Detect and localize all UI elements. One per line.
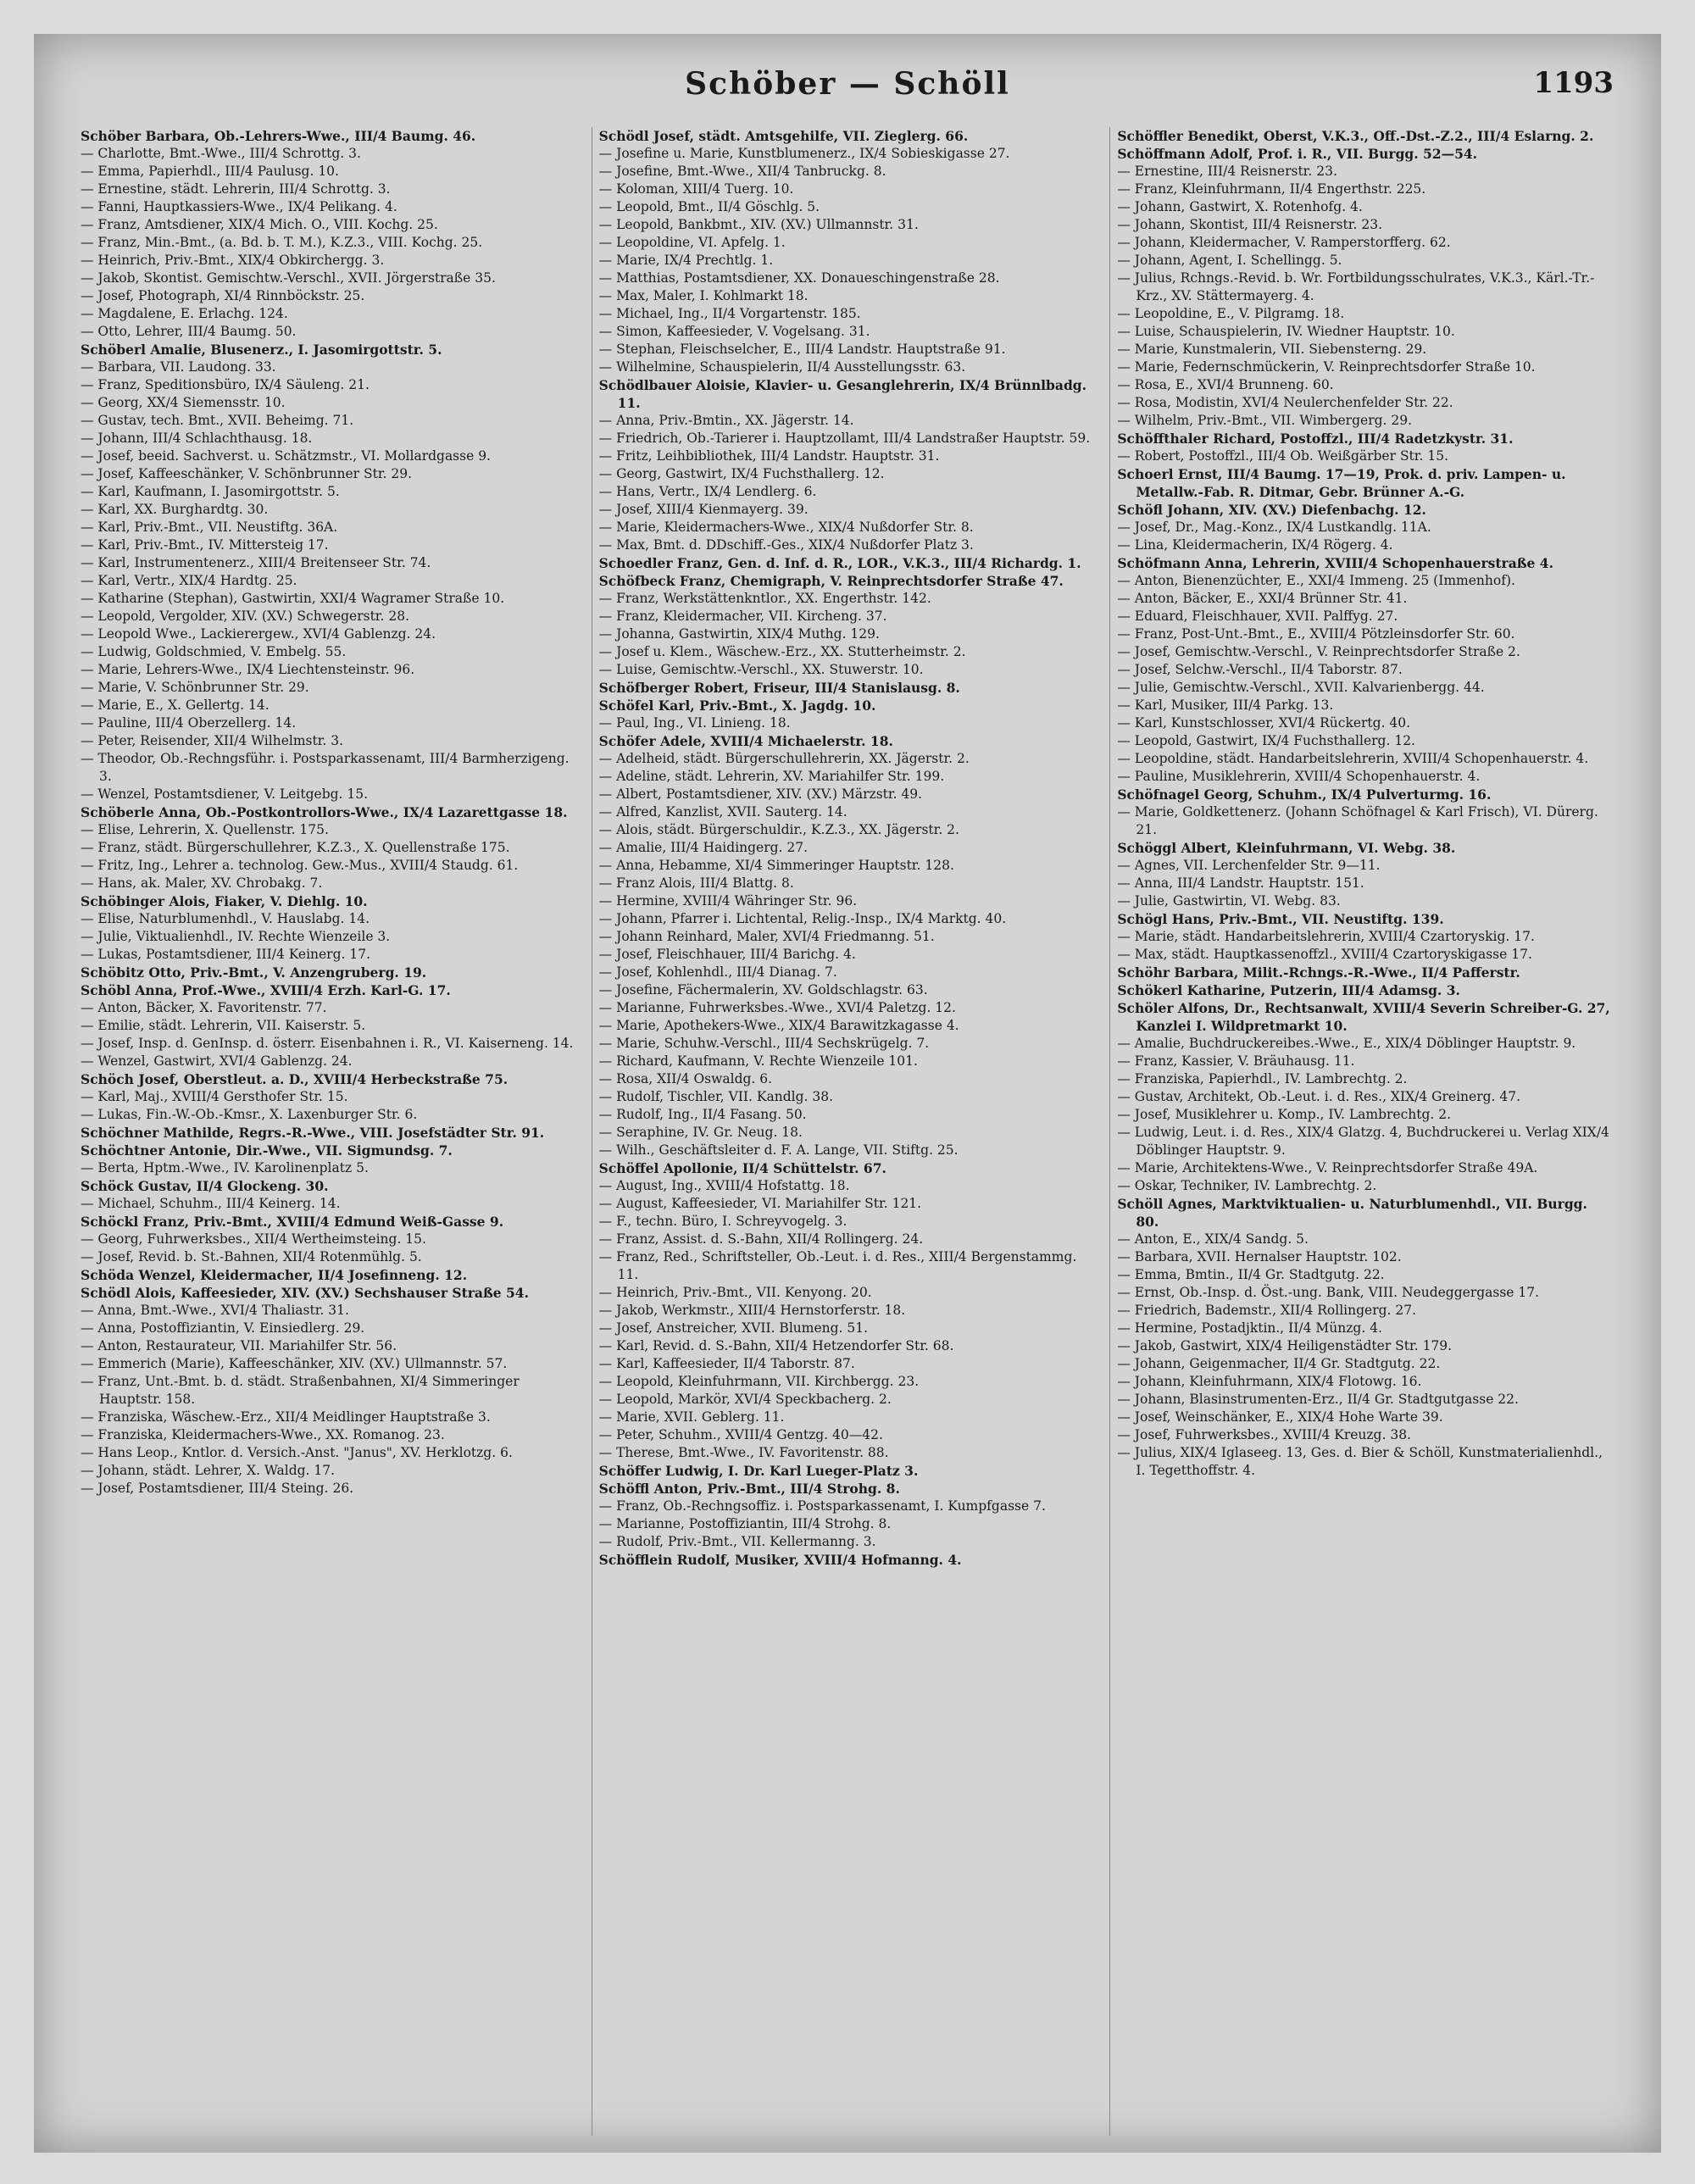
directory-entry: — Julie, Gastwirtin, VI. Webg. 83. bbox=[1117, 893, 1341, 909]
directory-entry: — Michael, Schuhm., III/4 Keinerg. 14. bbox=[81, 1196, 341, 1211]
directory-entry: — Pauline, III/4 Oberzellerg. 14. bbox=[81, 715, 297, 731]
directory-entry: — Karl, Kunstschlosser, XVI/4 Rückertg. 40. bbox=[1117, 715, 1411, 731]
directory-entry: Schödlbauer Aloisie, Klavier- u. Gesanglehrerin, IX/4 Brünnlbadg. 11. bbox=[598, 377, 1087, 411]
directory-entry: — Hans, Vertr., IX/4 Lendlerg. 6. bbox=[598, 484, 817, 499]
directory-entry: — Anna, Priv.-Bmtin., XX. Jägerstr. 14. bbox=[598, 413, 854, 428]
directory-entry: — Johann, Blasinstrumenten-Erz., II/4 Gr. Stadtgutgasse 22. bbox=[1117, 1392, 1519, 1407]
directory-entry: — Leopold, Vergolder, XIV. (XV.) Schwegerstr. 28. bbox=[81, 609, 410, 624]
directory-entry: — Marie, Federnschmückerin, V. Reinprechtsdorfer Straße 10. bbox=[1117, 359, 1536, 375]
directory-entry: — Johann, Kleinfuhrmann, XIX/4 Flotowg. 16. bbox=[1117, 1374, 1422, 1389]
directory-entry: — Anton, Restaurateur, VII. Mariahilfer Str. 56. bbox=[81, 1338, 397, 1353]
page-title: Schöber — Schöll bbox=[685, 66, 1010, 102]
directory-entry: Schödl Josef, städt. Amtsgehilfe, VII. Zieglerg. 66. bbox=[598, 128, 969, 144]
directory-entry: — Jakob, Skontist. Gemischtw.-Verschl., XVII. Jörgerstraße 35. bbox=[81, 270, 496, 286]
directory-entry: Schöffthaler Richard, Postoffzl., III/4 Radetzkystr. 31. bbox=[1117, 431, 1514, 447]
directory-entry: — Karl, XX. Burghardtg. 30. bbox=[81, 502, 269, 517]
directory-entry: — Leopoldine, E., V. Pilgramg. 18. bbox=[1117, 306, 1345, 321]
directory-entry: — Marie, V. Schönbrunner Str. 29. bbox=[81, 680, 309, 695]
directory-entry: — Emma, Papierhdl., III/4 Paulusg. 10. bbox=[81, 164, 339, 179]
directory-entry: — Katharine (Stephan), Gastwirtin, XXI/4 Wagramer Straße 10. bbox=[81, 591, 505, 606]
directory-entry: — Marie, E., X. Gellertg. 14. bbox=[81, 697, 270, 713]
directory-entry: — Michael, Ing., II/4 Vorgartenstr. 185. bbox=[598, 306, 861, 321]
directory-entry: Schöfnagel Georg, Schuhm., IX/4 Pulverturmg. 16. bbox=[1117, 786, 1492, 803]
directory-entry: — Wenzel, Postamtsdiener, V. Leitgebg. 15. bbox=[81, 786, 369, 802]
directory-entry: — Julius, XIX/4 Iglaseeg. 13, Ges. d. Bier & Schöll, Kunstmaterialienhdl., I. Tegetthoffstr. 4. bbox=[1117, 1445, 1603, 1478]
directory-entry: Schöbinger Alois, Fiaker, V. Diehlg. 10. bbox=[81, 893, 368, 909]
directory-entry: — Johann, Pfarrer i. Lichtental, Relig.-Insp., IX/4 Marktg. 40. bbox=[598, 911, 1007, 926]
directory-entry: Schöberle Anna, Ob.-Postkontrollors-Wwe., IX/4 Lazarettgasse 18. bbox=[81, 804, 568, 820]
directory-entry: — Josef, Photograph, XI/4 Rinnböckstr. 25. bbox=[81, 288, 365, 303]
directory-entry: Schöfer Adele, XVIII/4 Michaelerstr. 18. bbox=[598, 733, 893, 749]
directory-entry: — Therese, Bmt.-Wwe., IV. Favoritenstr. 88. bbox=[598, 1445, 889, 1460]
directory-entry: Schöberl Amalie, Blusenerz., I. Jasomirgottstr. 5. bbox=[81, 342, 442, 358]
directory-entry: — Albert, Postamtsdiener, XIV. (XV.) Märzstr. 49. bbox=[598, 786, 923, 802]
directory-entry: — Johann, städt. Lehrer, X. Waldg. 17. bbox=[81, 1463, 336, 1478]
directory-entry: — F., techn. Büro, I. Schreyvogelg. 3. bbox=[598, 1214, 848, 1229]
directory-entry: — Marie, Schuhw.-Verschl., III/4 Sechskrügelg. 7. bbox=[598, 1036, 930, 1051]
directory-entry: — Amalie, III/4 Haidingerg. 27. bbox=[598, 840, 809, 855]
directory-entry: — Josef u. Klem., Wäschew.-Erz., XX. Stutterheimstr. 2. bbox=[598, 644, 966, 659]
directory-entry: — Emilie, städt. Lehrerin, VII. Kaiserstr. 5. bbox=[81, 1018, 366, 1033]
directory-entry: — Franz, Werkstättenkntlor., XX. Engerthstr. 142. bbox=[598, 591, 931, 606]
directory-entry: — Franz, Ob.-Rechngsoffiz. i. Postsparkassenamt, I. Kumpfgasse 7. bbox=[598, 1498, 1046, 1514]
directory-entry: — Franz, Kassier, V. Bräuhausg. 11. bbox=[1117, 1053, 1355, 1069]
directory-entry: — August, Ing., XVIII/4 Hofstattg. 18. bbox=[598, 1178, 850, 1193]
directory-entry: — Max, Bmt. d. DDschiff.-Ges., XIX/4 Nußdorfer Platz 3. bbox=[598, 537, 974, 553]
directory-entry: — Barbara, VII. Laudong. 33. bbox=[81, 359, 276, 375]
directory-entry: — Fritz, Leihbibliothek, III/4 Landstr. Hauptstr. 31. bbox=[598, 448, 940, 464]
directory-entry: — Wilhelm, Priv.-Bmt., VII. Wimbergerg. 29. bbox=[1117, 413, 1413, 428]
directory-entry: — Leopold, Bankbmt., XIV. (XV.) Ullmannstr. 31. bbox=[598, 217, 919, 232]
directory-entry: Schöber Barbara, Ob.-Lehrers-Wwe., III/4 Baumg. 46. bbox=[81, 128, 476, 144]
directory-entry: — Simon, Kaffeesieder, V. Vogelsang. 31. bbox=[598, 324, 870, 339]
directory-entry: — Karl, Maj., XVIII/4 Gersthofer Str. 15. bbox=[81, 1089, 348, 1104]
directory-entry: — Franz, Kleidermacher, VII. Kircheng. 37. bbox=[598, 609, 887, 624]
directory-entry: — Johanna, Gastwirtin, XIX/4 Muthg. 129. bbox=[598, 626, 880, 642]
directory-entry: — Karl, Vertr., XIX/4 Hardtg. 25. bbox=[81, 573, 297, 588]
directory-entry: — Oskar, Techniker, IV. Lambrechtg. 2. bbox=[1117, 1178, 1377, 1193]
directory-entry: — Peter, Schuhm., XVIII/4 Gentzg. 40—42. bbox=[598, 1427, 883, 1442]
directory-entry: — Friedrich, Ob.-Tarierer i. Hauptzollamt, III/4 Landstraßer Hauptstr. 59. bbox=[598, 431, 1091, 446]
directory-entry: — Franz, Min.-Bmt., (a. Bd. b. T. M.), K.Z.3., VIII. Kochg. 25. bbox=[81, 235, 483, 250]
directory-entry: Schöfel Karl, Priv.-Bmt., X. Jagdg. 10. bbox=[598, 697, 876, 714]
directory-entry: — Seraphine, IV. Gr. Neug. 18. bbox=[598, 1125, 803, 1140]
directory-entry: — Georg, Fuhrwerksbes., XII/4 Wertheimsteing. 15. bbox=[81, 1231, 426, 1247]
directory-entry: — Josef, Weinschänker, E., XIX/4 Hohe Warte 39. bbox=[1117, 1409, 1443, 1425]
directory-entry: — Johann, Agent, I. Schellingg. 5. bbox=[1117, 253, 1342, 268]
directory-entry: — Georg, Gastwirt, IX/4 Fuchsthallerg. 12. bbox=[598, 466, 885, 481]
directory-entry: — Franz, Kleinfuhrmann, II/4 Engerthstr. 225. bbox=[1117, 181, 1426, 197]
directory-entry: Schöckl Franz, Priv.-Bmt., XVIII/4 Edmund Weiß-Gasse 9. bbox=[81, 1214, 504, 1230]
directory-entry: — Karl, Kaffeesieder, II/4 Taborstr. 87. bbox=[598, 1356, 855, 1371]
directory-entry: — Josef, Dr., Mag.-Konz., IX/4 Lustkandlg. 11A. bbox=[1117, 520, 1431, 535]
directory-entry: — Franz, Amtsdiener, XIX/4 Mich. O., VIII. Kochg. 25. bbox=[81, 217, 438, 232]
directory-entry: — Franz, Red., Schriftsteller, Ob.-Leut. i. d. Res., XIII/4 Bergenstammg. 11. bbox=[598, 1249, 1077, 1282]
directory-entry: Schöffel Apollonie, II/4 Schüttelstr. 67. bbox=[598, 1160, 886, 1176]
directory-entry: — Franz, städt. Bürgerschullehrer, K.Z.3., X. Quellenstraße 175. bbox=[81, 840, 510, 855]
directory-entry: Schögl Hans, Priv.-Bmt., VII. Neustiftg. 139. bbox=[1117, 911, 1444, 927]
directory-entry: Schöch Josef, Oberstleut. a. D., XVIII/4 Herbeckstraße 75. bbox=[81, 1071, 508, 1087]
directory-entry: — Josef, Kohlenhdl., III/4 Dianag. 7. bbox=[598, 964, 837, 980]
directory-entry: — Gustav, tech. Bmt., XVII. Beheimg. 71. bbox=[81, 413, 354, 428]
directory-entry: — Hermine, Postadjktin., II/4 Münzg. 4. bbox=[1117, 1320, 1382, 1336]
directory-entry: Schöbitz Otto, Priv.-Bmt., V. Anzengruberg. 19. bbox=[81, 964, 427, 981]
directory-entry: Schöchtner Antonie, Dir.-Wwe., VII. Sigmundsg. 7. bbox=[81, 1142, 453, 1159]
directory-entry: — Anton, Bäcker, X. Favoritenstr. 77. bbox=[81, 1000, 327, 1015]
directory-entry: — Anton, Bäcker, E., XXI/4 Brünner Str. 41. bbox=[1117, 591, 1408, 606]
directory-entry: Schoedler Franz, Gen. d. Inf. d. R., LOR., V.K.3., III/4 Richardg. 1. bbox=[598, 555, 1081, 571]
directory-entry: — Adeline, städt. Lehrerin, XV. Mariahilfer Str. 199. bbox=[598, 769, 945, 784]
directory-entry: — Johann, III/4 Schlachthausg. 18. bbox=[81, 431, 313, 446]
directory-entry: — Rosa, E., XVI/4 Brunneng. 60. bbox=[1117, 377, 1334, 392]
directory-entry: Schöfl Johann, XIV. (XV.) Diefenbachg. 12. bbox=[1117, 502, 1426, 518]
directory-entry: — Marie, Architektens-Wwe., V. Reinprechtsdorfer Straße 49A. bbox=[1117, 1160, 1538, 1175]
directory-entry: Schöffl Anton, Priv.-Bmt., III/4 Strohg. 8. bbox=[598, 1481, 900, 1497]
directory-entry: — Karl, Kaufmann, I. Jasomirgottstr. 5. bbox=[81, 484, 340, 499]
page-header bbox=[34, 66, 1661, 117]
directory-entry: — Julius, Rchngs.-Revid. b. Wr. Fortbildungsschulrates, V.K.3., Kärl.-Tr.-Krz., XV. Stättermayerg. 4. bbox=[1117, 270, 1595, 303]
directory-entry: — Josef, Insp. d. GenInsp. d. österr. Eisenbahnen i. R., VI. Kaiserneng. 14. bbox=[81, 1036, 574, 1051]
directory-entry: — Alois, städt. Bürgerschuldir., K.Z.3., XX. Jägerstr. 2. bbox=[598, 822, 959, 837]
directory-entry: — Luise, Schauspielerin, IV. Wiedner Hauptstr. 10. bbox=[1117, 324, 1455, 339]
directory-entry: — Eduard, Fleischhauer, XVII. Palffyg. 27. bbox=[1117, 609, 1398, 624]
directory-entry: — Elise, Naturblumenhdl., V. Hauslabg. 14. bbox=[81, 911, 370, 926]
directory-entry: — Fanni, Hauptkassiers-Wwe., IX/4 Pelikang. 4. bbox=[81, 199, 397, 214]
directory-entry: — Anton, E., XIX/4 Sandg. 5. bbox=[1117, 1231, 1309, 1247]
directory-entry: — Anna, III/4 Landstr. Hauptstr. 151. bbox=[1117, 875, 1364, 891]
directory-entry: — Rosa, Modistin, XVI/4 Neulerchenfelder Str. 22. bbox=[1117, 395, 1453, 410]
directory-entry: — Emma, Bmtin., II/4 Gr. Stadtgutg. 22. bbox=[1117, 1267, 1385, 1282]
directory-entry: Schöffer Ludwig, I. Dr. Karl Lueger-Platz 3. bbox=[598, 1463, 919, 1479]
directory-entry: — Lukas, Fin.-W.-Ob.-Kmsr., X. Laxenburger Str. 6. bbox=[81, 1107, 418, 1122]
directory-entry: — Luise, Gemischtw.-Verschl., XX. Stuwerstr. 10. bbox=[598, 662, 924, 677]
directory-entry: — Franz, Speditionsbüro, IX/4 Säuleng. 21. bbox=[81, 377, 370, 392]
directory-entry: — Theodor, Ob.-Rechngsführ. i. Postsparkassenamt, III/4 Barmherzigeng. 3. bbox=[81, 751, 570, 784]
directory-entry: — Agnes, VII. Lerchenfelder Str. 9—11. bbox=[1117, 858, 1381, 873]
directory-entry: — Rudolf, Tischler, VII. Kandlg. 38. bbox=[598, 1089, 834, 1104]
directory-entry: — Leopold, Bmt., II/4 Göschlg. 5. bbox=[598, 199, 820, 214]
directory-entry: — Peter, Reisender, XII/4 Wilhelmstr. 3. bbox=[81, 733, 344, 748]
directory-entry: — Koloman, XIII/4 Tuerg. 10. bbox=[598, 181, 794, 197]
directory-entry: — Heinrich, Priv.-Bmt., XIX/4 Obkirchergg. 3. bbox=[81, 253, 385, 268]
directory-entry: — Marie, Goldkettenerz. (Johann Schöfnagel & Karl Frisch), VI. Dürerg. 21. bbox=[1117, 804, 1598, 837]
directory-entry: — Marianne, Postoffiziantin, III/4 Strohg. 8. bbox=[598, 1516, 892, 1531]
directory-entry: — Ernestine, III/4 Reisnerstr. 23. bbox=[1117, 164, 1337, 179]
directory-entry: — Max, Maler, I. Kohlmarkt 18. bbox=[598, 288, 809, 303]
directory-entry: — Franz, Unt.-Bmt. b. d. städt. Straßenbahnen, XI/4 Simmeringer Hauptstr. 158. bbox=[81, 1374, 520, 1407]
directory-entry: — Pauline, Musiklehrerin, XVIII/4 Schopenhauerstr. 4. bbox=[1117, 769, 1481, 784]
directory-entry: — Hans, ak. Maler, XV. Chrobakg. 7. bbox=[81, 875, 323, 891]
directory-entry: — Marie, Lehrers-Wwe., IX/4 Liechtensteinstr. 96. bbox=[81, 662, 415, 677]
directory-entry: Schoerl Ernst, III/4 Baumg. 17—19, Prok. d. priv. Lampen- u. Metallw.-Fab. R. Ditmar, Gebr. Brünner A.-G. bbox=[1117, 466, 1566, 500]
directory-entry: — Josef, Anstreicher, XVII. Blumeng. 51. bbox=[598, 1320, 869, 1336]
directory-entry: — Karl, Instrumentenerz., XIII/4 Breitenseer Str. 74. bbox=[81, 555, 431, 570]
column-1 bbox=[81, 127, 578, 2136]
directory-entry: — Josef, beeid. Sachverst. u. Schätzmstr., VI. Mollardgasse 9. bbox=[81, 448, 491, 464]
directory-entry: — Fritz, Ing., Lehrer a. technolog. Gew.-Mus., XVIII/4 Staudg. 61. bbox=[81, 858, 519, 873]
directory-entry: Schöbl Anna, Prof.-Wwe., XVIII/4 Erzh. Karl-G. 17. bbox=[81, 982, 451, 998]
directory-entry: — Josef, Fleischhauer, III/4 Barichg. 4. bbox=[598, 947, 856, 962]
directory-entry: — Leopoldine, VI. Apfelg. 1. bbox=[598, 235, 786, 250]
directory-entry: — Alfred, Kanzlist, XVII. Sauterg. 14. bbox=[598, 804, 848, 820]
directory-entry: Schöll Agnes, Marktviktualien- u. Naturblumenhdl., VII. Burgg. 80. bbox=[1117, 1196, 1587, 1230]
directory-entry: — Otto, Lehrer, III/4 Baumg. 50. bbox=[81, 324, 297, 339]
directory-entry: — Marie, Kleidermachers-Wwe., XIX/4 Nußdorfer Str. 8. bbox=[598, 520, 974, 535]
directory-entry: — Josef, Postamtsdiener, III/4 Steing. 26. bbox=[81, 1481, 354, 1496]
directory-entry: Schöffmann Adolf, Prof. i. R., VII. Burgg. 52—54. bbox=[1117, 146, 1478, 162]
directory-entry: Schökerl Katharine, Putzerin, III/4 Adamsg. 3. bbox=[1117, 982, 1460, 998]
directory-entry: — Max, städt. Hauptkassenoffzl., XVIII/4 Czartoryskigasse 17. bbox=[1117, 947, 1532, 962]
directory-entry: — Anton, Bienenzüchter, E., XXI/4 Immeng. 25 (Immenhof). bbox=[1117, 573, 1515, 588]
directory-entry: — Karl, Revid. d. S.-Bahn, XII/4 Hetzendorfer Str. 68. bbox=[598, 1338, 954, 1353]
directory-entry: — Magdalene, E. Erlachg. 124. bbox=[81, 306, 288, 321]
directory-entry: — Josef, Revid. b. St.-Bahnen, XII/4 Rotenmühlg. 5. bbox=[81, 1249, 422, 1264]
directory-entry: — Josef, Selchw.-Verschl., II/4 Taborstr. 87. bbox=[1117, 662, 1403, 677]
directory-entry: — Julie, Viktualienhdl., IV. Rechte Wienzeile 3. bbox=[81, 929, 391, 944]
directory-entry: — Heinrich, Priv.-Bmt., VII. Kenyong. 20. bbox=[598, 1285, 872, 1300]
directory-entry: Schödl Alois, Kaffeesieder, XIV. (XV.) Sechshauser Straße 54. bbox=[81, 1285, 529, 1301]
directory-entry: — Josef, Kaffeeschänker, V. Schönbrunner Str. 29. bbox=[81, 466, 413, 481]
directory-entry: — Adelheid, städt. Bürgerschullehrerin, XX. Jägerstr. 2. bbox=[598, 751, 970, 766]
directory-entry: — Johann, Gastwirt, X. Rotenhofg. 4. bbox=[1117, 199, 1363, 214]
directory-entry: — Paul, Ing., VI. Linieng. 18. bbox=[598, 715, 791, 731]
directory-entry: — Ludwig, Leut. i. d. Res., XIX/4 Glatzg. 4, Buchdruckerei u. Verlag XIX/4 Döblinger Hauptstr. 9. bbox=[1117, 1125, 1609, 1158]
directory-entry: — Anna, Postoffiziantin, V. Einsiedlerg. 29. bbox=[81, 1320, 365, 1336]
directory-entry: — Berta, Hptm.-Wwe., IV. Karolinenplatz 5. bbox=[81, 1160, 369, 1175]
directory-entry: — Friedrich, Bademstr., XII/4 Rollingerg. 27. bbox=[1117, 1303, 1417, 1318]
directory-entry: — Rudolf, Ing., II/4 Fasang. 50. bbox=[598, 1107, 807, 1122]
directory-entry: — Hans Leop., Kntlor. d. Versich.-Anst. "Janus", XV. Herklotzg. 6. bbox=[81, 1445, 513, 1460]
page-number: 1193 bbox=[1533, 66, 1614, 100]
directory-entry: — Charlotte, Bmt.-Wwe., III/4 Schrottg. 3. bbox=[81, 146, 361, 161]
directory-entry: Schöfberger Robert, Friseur, III/4 Stanislausg. 8. bbox=[598, 680, 960, 696]
directory-entry: Schöfflein Rudolf, Musiker, XVIII/4 Hofmanng. 4. bbox=[598, 1552, 962, 1568]
directory-entry: — Marie, Apothekers-Wwe., XIX/4 Barawitzkagasse 4. bbox=[598, 1018, 959, 1033]
directory-entry: — Gustav, Architekt, Ob.-Leut. i. d. Res., XIX/4 Greinerg. 47. bbox=[1117, 1089, 1521, 1104]
directory-entry: — Anna, Bmt.-Wwe., XVI/4 Thaliastr. 31. bbox=[81, 1303, 349, 1318]
directory-entry: Schöhr Barbara, Milit.-Rchngs.-R.-Wwe., II/4 Pafferstr. bbox=[1117, 964, 1520, 981]
directory-entry: — Leopold Wwe., Lackierergew., XVI/4 Gablenzg. 24. bbox=[81, 626, 436, 642]
directory-entry: — Johann Reinhard, Maler, XVI/4 Friedmanng. 51. bbox=[598, 929, 935, 944]
directory-entry: Schöggl Albert, Kleinfuhrmann, VI. Webg. 38. bbox=[1117, 840, 1456, 856]
directory-entry: — Marie, Kunstmalerin, VII. Siebensterng. 29. bbox=[1117, 342, 1427, 357]
directory-entry: — Amalie, Buchdruckereibes.-Wwe., E., XIX/4 Döblinger Hauptstr. 9. bbox=[1117, 1036, 1576, 1051]
directory-entry: — Josefine, Bmt.-Wwe., XII/4 Tanbruckg. 8. bbox=[598, 164, 886, 179]
directory-entry: — Josefine, Fächermalerin, XV. Goldschlagstr. 63. bbox=[598, 982, 928, 998]
directory-entry: — Josef, Gemischtw.-Verschl., V. Reinprechtsdorfer Straße 2. bbox=[1117, 644, 1520, 659]
directory-entry: — Karl, Priv.-Bmt., IV. Mittersteig 17. bbox=[81, 537, 329, 553]
directory-entry: — Josef, XIII/4 Kienmayerg. 39. bbox=[598, 502, 809, 517]
directory-entry: — Marie, städt. Handarbeitslehrerin, XVIII/4 Czartoryskig. 17. bbox=[1117, 929, 1535, 944]
directory-entry: Schöchner Mathilde, Regrs.-R.-Wwe., VIII. Josefstädter Str. 91. bbox=[81, 1125, 545, 1141]
directory-entry: — Emmerich (Marie), Kaffeeschänker, XIV. (XV.) Ullmannstr. 57. bbox=[81, 1356, 508, 1371]
directory-entry: Schöfbeck Franz, Chemigraph, V. Reinprechtsdorfer Straße 47. bbox=[598, 573, 1064, 589]
directory-entry: — Hermine, XVIII/4 Währinger Str. 96. bbox=[598, 893, 858, 909]
directory-entry: — Josef, Musiklehrer u. Komp., IV. Lambrechtg. 2. bbox=[1117, 1107, 1452, 1122]
directory-entry: — Karl, Priv.-Bmt., VII. Neustiftg. 36A. bbox=[81, 520, 338, 535]
directory-entry: — Josefine u. Marie, Kunstblumenerz., IX/4 Sobieskigasse 27. bbox=[598, 146, 1010, 161]
directory-entry: — Ernestine, städt. Lehrerin, III/4 Schrottg. 3. bbox=[81, 181, 391, 197]
directory-entry: — Georg, XX/4 Siemensstr. 10. bbox=[81, 395, 286, 410]
directory-entry: — Franziska, Kleidermachers-Wwe., XX. Romanog. 23. bbox=[81, 1427, 445, 1442]
directory-entry: — Leopold, Markör, XVI/4 Speckbacherg. 2. bbox=[598, 1392, 892, 1407]
directory-entry: — Wilh., Geschäftsleiter d. F. A. Lange, VII. Stiftg. 25. bbox=[598, 1142, 959, 1158]
directory-entry: — Karl, Musiker, III/4 Parkg. 13. bbox=[1117, 697, 1334, 713]
directory-entry: — Franz Alois, III/4 Blattg. 8. bbox=[598, 875, 794, 891]
column-2 bbox=[592, 127, 1097, 2136]
directory-entry: — Leopoldine, städt. Handarbeitslehrerin, XVIII/4 Schopenhauerstr. 4. bbox=[1117, 751, 1589, 766]
directory-entry: — Lina, Kleidermacherin, IX/4 Rögerg. 4. bbox=[1117, 537, 1393, 553]
column-3 bbox=[1109, 127, 1614, 2136]
directory-entry: — Robert, Postoffzl., III/4 Ob. Weißgärber Str. 15. bbox=[1117, 448, 1448, 464]
directory-entry: — Barbara, XVII. Hernalser Hauptstr. 102. bbox=[1117, 1249, 1402, 1264]
directory-entry: — Wenzel, Gastwirt, XVI/4 Gablenzg. 24. bbox=[81, 1053, 353, 1069]
directory-entry: — Marie, IX/4 Prechtlg. 1. bbox=[598, 253, 774, 268]
directory-entry: — Julie, Gemischtw.-Verschl., XVII. Kalvarienbergg. 44. bbox=[1117, 680, 1485, 695]
directory-entry: — Stephan, Fleischselcher, E., III/4 Landstr. Hauptstraße 91. bbox=[598, 342, 1006, 357]
directory-entry: Schöda Wenzel, Kleidermacher, II/4 Josefinneng. 12. bbox=[81, 1267, 468, 1283]
directory-entry: — Johann, Geigenmacher, II/4 Gr. Stadtgutg. 22. bbox=[1117, 1356, 1441, 1371]
directory-entry: — Rosa, XII/4 Oswaldg. 6. bbox=[598, 1071, 773, 1086]
directory-entry: — Ludwig, Goldschmied, V. Embelg. 55. bbox=[81, 644, 347, 659]
directory-entry: — Jakob, Gastwirt, XIX/4 Heiligenstädter Str. 179. bbox=[1117, 1338, 1453, 1353]
directory-page bbox=[34, 34, 1661, 2153]
directory-entry: — Matthias, Postamtsdiener, XX. Donaueschingenstraße 28. bbox=[598, 270, 1000, 286]
directory-entry: — Johann, Kleidermacher, V. Ramperstorfferg. 62. bbox=[1117, 235, 1451, 250]
directory-entry: — Richard, Kaufmann, V. Rechte Wienzeile 101. bbox=[598, 1053, 918, 1069]
directory-columns bbox=[81, 127, 1614, 2136]
directory-entry: — Ernst, Ob.-Insp. d. Öst.-ung. Bank, VIII. Neudeggergasse 17. bbox=[1117, 1285, 1540, 1300]
directory-entry: — Jakob, Werkmstr., XIII/4 Hernstorferstr. 18. bbox=[598, 1303, 906, 1318]
directory-entry: — Franz, Post-Unt.-Bmt., E., XVIII/4 Pötzleinsdorfer Str. 60. bbox=[1117, 626, 1515, 642]
directory-entry: — Leopold, Kleinfuhrmann, VII. Kirchbergg. 23. bbox=[598, 1374, 920, 1389]
directory-entry: — Wilhelmine, Schauspielerin, II/4 Ausstellungsstr. 63. bbox=[598, 359, 966, 375]
directory-entry: Schöler Alfons, Dr., Rechtsanwalt, XVIII/4 Severin Schreiber-G. 27, Kanzlei I. Wildpretmarkt 10. bbox=[1117, 1000, 1610, 1034]
directory-entry: Schöfmann Anna, Lehrerin, XVIII/4 Schopenhauerstraße 4. bbox=[1117, 555, 1553, 571]
directory-entry: — Franz, Assist. d. S.-Bahn, XII/4 Rollingerg. 24. bbox=[598, 1231, 924, 1247]
directory-entry: — Marie, XVII. Geblerg. 11. bbox=[598, 1409, 785, 1425]
directory-entry: — Rudolf, Priv.-Bmt., VII. Kellermanng. 3. bbox=[598, 1534, 876, 1549]
directory-entry: — Elise, Lehrerin, X. Quellenstr. 175. bbox=[81, 822, 329, 837]
directory-entry: — Johann, Skontist, III/4 Reisnerstr. 23. bbox=[1117, 217, 1383, 232]
directory-entry: Schöffler Benedikt, Oberst, V.K.3., Off.-Dst.-Z.2., III/4 Eslarng. 2. bbox=[1117, 128, 1594, 144]
directory-entry: — Marianne, Fuhrwerksbes.-Wwe., XVI/4 Paletzg. 12. bbox=[598, 1000, 956, 1015]
directory-entry: — Leopold, Gastwirt, IX/4 Fuchsthallerg. 12. bbox=[1117, 733, 1415, 748]
directory-entry: — August, Kaffeesieder, VI. Mariahilfer Str. 121. bbox=[598, 1196, 922, 1211]
directory-entry: — Franziska, Wäschew.-Erz., XII/4 Meidlinger Hauptstraße 3. bbox=[81, 1409, 491, 1425]
directory-entry: — Lukas, Postamtsdiener, III/4 Keinerg. 17. bbox=[81, 947, 371, 962]
directory-entry: — Josef, Fuhrwerksbes., XVIII/4 Kreuzg. 38. bbox=[1117, 1427, 1411, 1442]
directory-entry: Schöck Gustav, II/4 Glockeng. 30. bbox=[81, 1178, 329, 1194]
directory-entry: — Franziska, Papierhdl., IV. Lambrechtg. 2. bbox=[1117, 1071, 1408, 1086]
directory-entry: — Anna, Hebamme, XI/4 Simmeringer Hauptstr. 128. bbox=[598, 858, 954, 873]
